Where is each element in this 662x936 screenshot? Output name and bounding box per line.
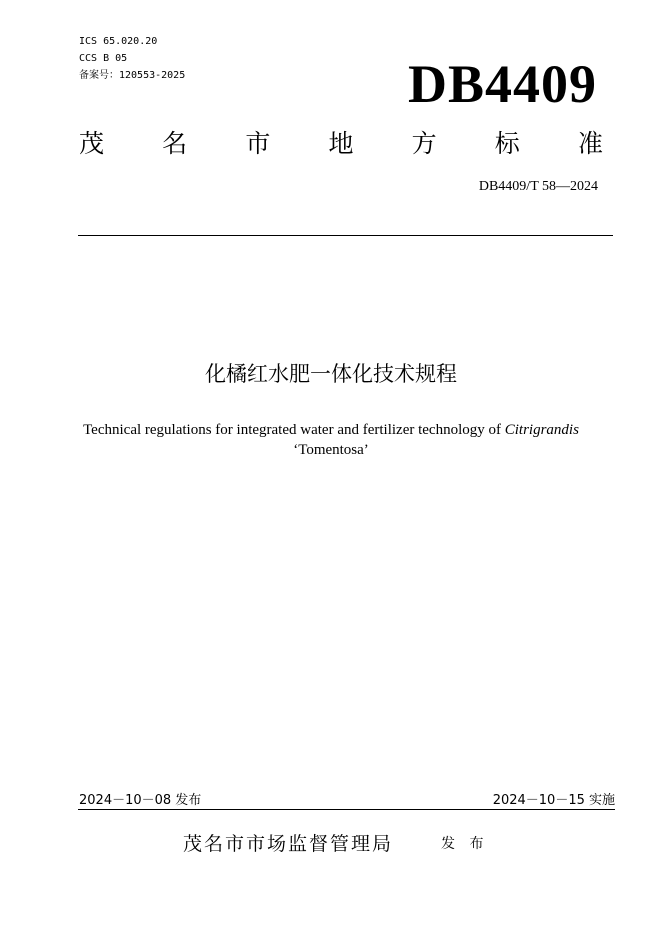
- title-english-cultivar: ‘Tomentosa’: [293, 442, 369, 458]
- db-code: DB4409: [407, 54, 597, 114]
- standard-type-char: 市: [245, 129, 271, 158]
- standard-type-char: 地: [328, 129, 354, 158]
- title-english-prefix: Technical regulations for integrated water and fertilizer technology of: [83, 422, 505, 438]
- footer-divider: [78, 809, 615, 810]
- standard-type-char: 准: [577, 129, 603, 158]
- issue-action: 发 布: [441, 836, 489, 852]
- standard-type-char: 名: [162, 129, 188, 158]
- standard-type: [79, 128, 603, 160]
- title-english-species: Citrigrandis: [504, 422, 579, 438]
- ccs-code: CCS B 05: [79, 53, 128, 64]
- standard-type-char: 标: [494, 129, 520, 158]
- implementation-date: 2024－10－15 实施: [492, 793, 615, 808]
- ics-code: ICS 65.020.20: [79, 36, 158, 47]
- header-meta: [79, 33, 185, 84]
- issuer-name: 茂名市市场监督管理局: [183, 833, 394, 855]
- title-english: [60, 420, 602, 460]
- standard-type-char: 方: [411, 129, 437, 158]
- filing-number: 备案号：120553-2025: [79, 70, 186, 81]
- standard-type-char: 茂: [79, 129, 105, 158]
- title-chinese: 化橘红水肥一体化技术规程: [205, 362, 457, 386]
- standard-number: DB4409/T 58—2024: [478, 179, 598, 194]
- header-divider: [78, 235, 613, 236]
- release-date: 2024－10－08 发布: [79, 793, 202, 808]
- dates-row: [79, 792, 615, 810]
